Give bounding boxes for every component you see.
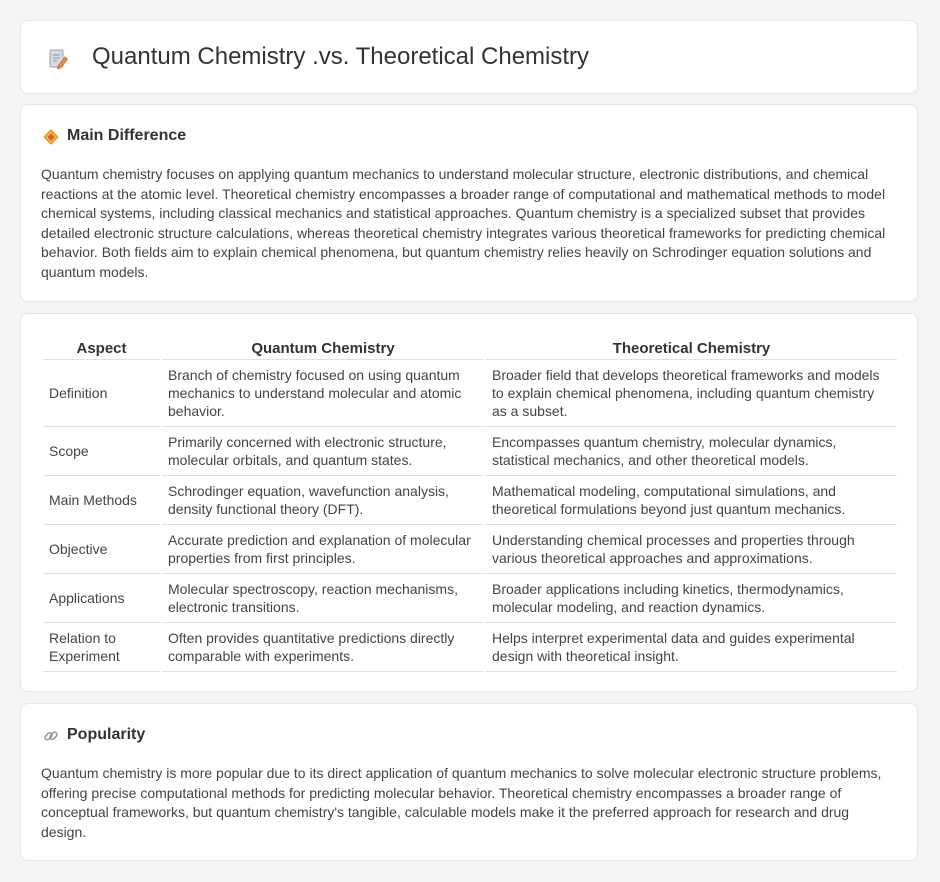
table-row xyxy=(43,360,897,427)
theoretical-cell: Encompasses quantum chemistry, molecular dynamics, statistical mechanics, and other theoretical models. xyxy=(486,427,897,476)
section-title: Main Difference xyxy=(67,127,187,144)
table-row xyxy=(43,427,897,476)
quantum-cell: Schrodinger equation, wavefunction analysis, density functional theory (DFT). xyxy=(162,476,484,525)
main-difference-section xyxy=(20,104,918,302)
quantum-cell: Often provides quantitative predictions directly comparable with experiments. xyxy=(162,623,484,672)
comparison-section xyxy=(20,313,918,692)
page-title: Quantum Chemistry .vs. Theoretical Chemistry xyxy=(92,43,590,70)
table-row xyxy=(43,574,897,623)
header-card xyxy=(20,20,918,94)
section-title: Popularity xyxy=(67,726,146,743)
aspect-cell: Objective xyxy=(43,525,160,574)
table-row xyxy=(43,525,897,574)
link-icon xyxy=(43,728,59,744)
aspect-cell: Applications xyxy=(43,574,160,623)
theoretical-cell: Understanding chemical processes and properties through various theoretical approaches and approximations. xyxy=(486,525,897,574)
diamond-icon xyxy=(43,129,59,145)
aspect-cell: Definition xyxy=(43,360,160,427)
column-header-theoretical: Theoretical Chemistry xyxy=(486,335,897,360)
column-header-aspect: Aspect xyxy=(43,335,160,360)
table-row xyxy=(43,623,897,672)
comparison-table xyxy=(41,335,899,672)
aspect-cell: Relation to Experiment xyxy=(43,623,160,672)
popularity-text: Quantum chemistry is more popular due to its direct application of quantum mechanics to solve molecular electronic structure problems, offering precise computational methods for predicting molecular behavior. Theoretical chemistry encompasses a broader range of conceptual frameworks, but quantum chemistry's tangible, calculable models make it the preferred approach for research and drug design. xyxy=(41,765,882,840)
aspect-cell: Main Methods xyxy=(43,476,160,525)
main-difference-text: Quantum chemistry focuses on applying quantum mechanics to understand molecular structure, electronic distributions, and chemical reactions at the atomic level. Theoretical chemistry encompasses a broader range of computational and mathematical methods to model chemical systems, including classical mechanics and statistical approaches. Quantum chemistry is a specialized subset that provides detailed electronic structure calculations, whereas theoretical chemistry integrates various theoretical frameworks for predicting chemical behavior. Both fields aim to explain chemical phenomena, but quantum chemistry relies heavily on Schrodinger equation solutions and quantum models. xyxy=(41,166,886,280)
column-header-quantum: Quantum Chemistry xyxy=(162,335,484,360)
popularity-section xyxy=(20,703,918,861)
quantum-cell: Molecular spectroscopy, reaction mechanisms, electronic transitions. xyxy=(162,574,484,623)
theoretical-cell: Mathematical modeling, computational simulations, and theoretical formulations beyond just quantum mechanics. xyxy=(486,476,897,525)
quantum-cell: Branch of chemistry focused on using quantum mechanics to understand molecular and atomic behavior. xyxy=(162,360,484,427)
theoretical-cell: Broader applications including kinetics, thermodynamics, molecular modeling, and reaction dynamics. xyxy=(486,574,897,623)
quantum-cell: Primarily concerned with electronic structure, molecular orbitals, and quantum states. xyxy=(162,427,484,476)
document-pen-icon xyxy=(47,48,69,70)
theoretical-cell: Helps interpret experimental data and guides experimental design with theoretical insight. xyxy=(486,623,897,672)
table-row xyxy=(43,476,897,525)
quantum-cell: Accurate prediction and explanation of molecular properties from first principles. xyxy=(162,525,484,574)
aspect-cell: Scope xyxy=(43,427,160,476)
theoretical-cell: Broader field that develops theoretical frameworks and models to explain chemical phenomena, including quantum chemistry as a subset. xyxy=(486,360,897,427)
table-header-row xyxy=(43,335,897,360)
